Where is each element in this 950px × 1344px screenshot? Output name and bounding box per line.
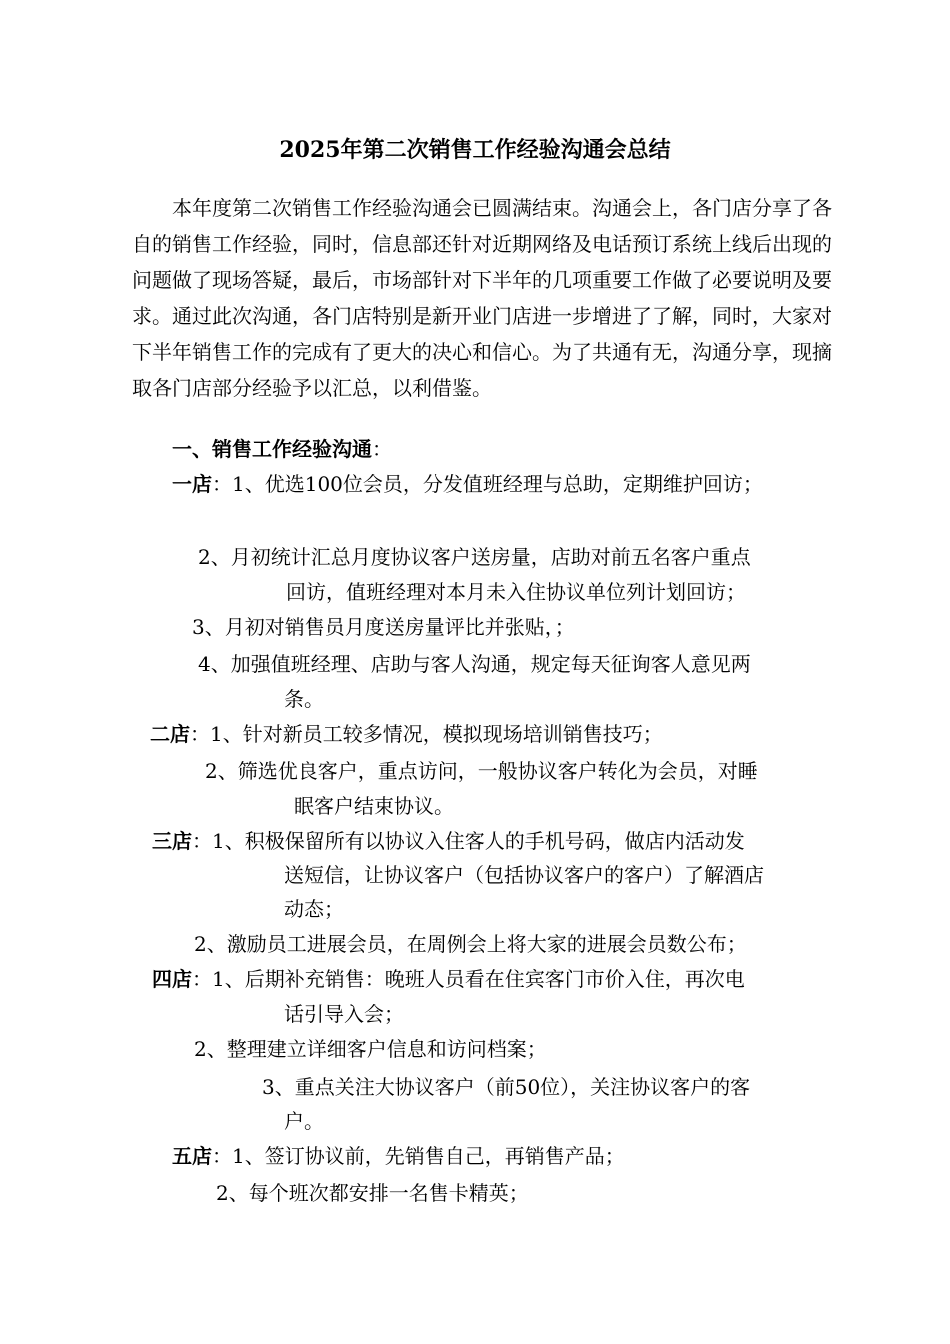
document-title: 2025年第二次销售工作经验沟通会总结 bbox=[279, 137, 671, 163]
store-5-line-1 bbox=[172, 1139, 625, 1174]
store-2-label: 二店 bbox=[150, 722, 190, 746]
store-2-line-1 bbox=[150, 717, 663, 752]
store-1-item-3: 3、月初对销售员月度送房量评比并张贴，； bbox=[192, 615, 575, 639]
store-1-item-2: 2、月初统计汇总月度协议客户送房量，店助对前五名客户重点 bbox=[198, 545, 751, 569]
store-5-item-1: 1、签订协议前，先销售自己，再销售产品； bbox=[232, 1144, 625, 1168]
store-3-colon: ： bbox=[192, 829, 212, 853]
section-heading bbox=[172, 432, 392, 467]
store-1-item-2-cont: 回访，值班经理对本月未入住协议单位列计划回访； bbox=[286, 580, 746, 604]
store-4-colon: ： bbox=[192, 967, 212, 991]
store-2-colon: ： bbox=[190, 722, 210, 746]
store-1-line-1 bbox=[172, 467, 763, 502]
section-heading-text: 一、销售工作经验沟通 bbox=[172, 437, 372, 461]
store-1-item-4-cont: 条。 bbox=[284, 687, 324, 711]
store-3-item-2: 2、激励员工进展会员，在周例会上将大家的进展会员数公布； bbox=[194, 932, 747, 956]
store-1-colon: ： bbox=[212, 472, 232, 496]
store-4-item-1-cont: 话引导入会； bbox=[284, 1002, 404, 1026]
store-3-item-1-cont: 送短信，让协议客户（包括协议客户的客户）了解酒店 bbox=[284, 863, 764, 887]
store-1-item-1: 1、优选100位会员，分发值班经理与总助，定期维护回访； bbox=[232, 472, 763, 496]
store-5-item-2: 2、每个班次都安排一名售卡精英； bbox=[216, 1181, 529, 1205]
store-4-item-3: 3、重点关注大协议客户（前50位），关注协议客户的客 bbox=[262, 1075, 751, 1099]
store-2-item-2-cont: 眠客户结束协议。 bbox=[294, 794, 454, 818]
store-5-colon: ： bbox=[212, 1144, 232, 1168]
store-2-item-2: 2、筛选优良客户，重点访问，一般协议客户转化为会员，对睡 bbox=[205, 759, 758, 783]
store-4-item-3-cont: 户。 bbox=[284, 1109, 324, 1133]
store-1-label: 一店 bbox=[172, 472, 212, 496]
store-3-item-1: 1、积极保留所有以协议入住客人的手机号码，做店内活动发 bbox=[212, 829, 745, 853]
store-4-label: 四店 bbox=[152, 967, 192, 991]
store-3-line-1 bbox=[152, 824, 745, 859]
store-1-item-4: 4、加强值班经理、店助与客人沟通，规定每天征询客人意见两 bbox=[198, 652, 751, 676]
store-2-item-1: 1、针对新员工较多情况，模拟现场培训销售技巧； bbox=[210, 722, 663, 746]
store-4-item-1: 1、后期补充销售：晚班人员看在住宾客门市价入住，再次电 bbox=[212, 967, 745, 991]
intro-paragraph: 本年度第二次销售工作经验沟通会已圆满结束。沟通会上，各门店分享了各自的销售工作经验，同时，信息部还针对近期网络及电话预订系统上线后出现的问题做了现场答疑，最后，市场部针对下半年的几项重要工作做了必要说明及要求。通过此次沟通，各门店特别是新开业门店进一步增进了了解，同时，大家对下半年销售工作的完成有了更大的决心和信心。为了共通有无，沟通分享，现摘取各门店部分经验予以汇总，以利借鉴。 bbox=[132, 196, 832, 400]
store-3-item-1-cont-2: 动态； bbox=[284, 897, 344, 921]
store-5-label: 五店 bbox=[172, 1144, 212, 1168]
store-4-line-1 bbox=[152, 962, 745, 997]
store-4-item-2: 2、整理建立详细客户信息和访问档案； bbox=[194, 1037, 547, 1061]
store-3-label: 三店 bbox=[152, 829, 192, 853]
section-heading-colon: ： bbox=[372, 437, 392, 461]
